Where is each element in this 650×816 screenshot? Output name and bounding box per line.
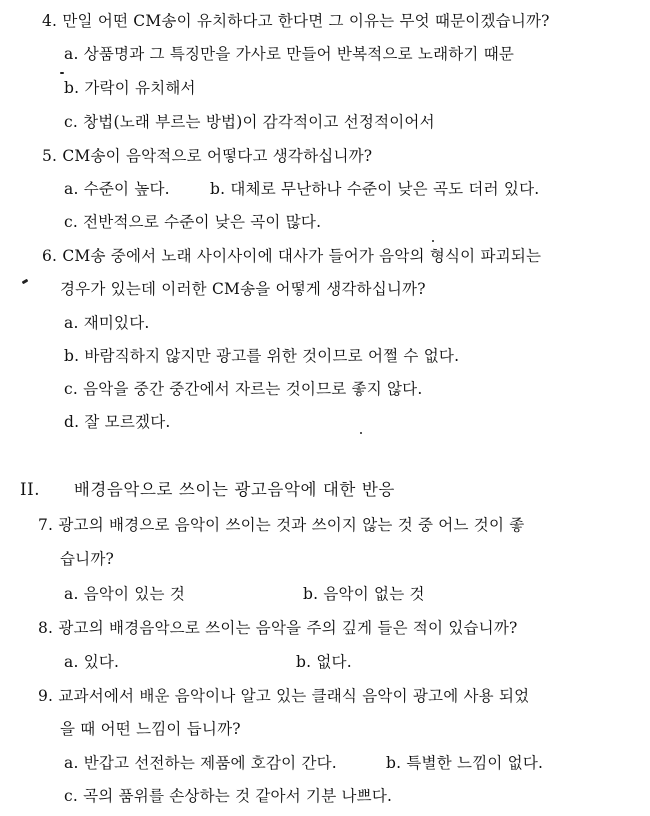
q6-option-c: c. 음악을 중간 중간에서 자르는 것이므로 좋지 않다. [64, 380, 423, 398]
q5-option-b: b. 대체로 무난하나 수준이 낮은 곡도 더러 있다. [210, 180, 540, 198]
question-number: 8. [38, 619, 54, 637]
section-roman: II. [20, 480, 41, 499]
q8-option-b: b. 없다. [296, 653, 352, 671]
question-6-text-line-2: 경우가 있는데 이러한 CM송을 어떻게 생각하십니까? [60, 280, 426, 298]
question-7 [38, 515, 524, 535]
q8-option-a: a. 있다. [64, 653, 120, 671]
question-number: 7. [38, 516, 54, 534]
q7-option-b: b. 음악이 없는 것 [303, 585, 425, 603]
question-text-line-1: 교과서에서 배운 음악이나 알고 있는 클래식 음악이 광고에 사용 되었 [58, 687, 530, 705]
question-number: 4. [42, 12, 58, 30]
question-number: 6. [42, 247, 58, 265]
question-number: 9. [38, 687, 54, 705]
section-title: 배경음악으로 쓰이는 광고음악에 대한 반응 [73, 480, 395, 499]
scan-mark [360, 432, 362, 434]
q4-option-a: a. 상품명과 그 특징만을 가사로 만들어 반복적으로 노래하기 때문 [64, 45, 515, 63]
question-5 [42, 146, 372, 166]
q5-option-c: c. 전반적으로 수준이 낮은 곡이 많다. [64, 213, 322, 231]
scan-mark [22, 279, 29, 285]
question-4 [42, 11, 550, 31]
q7-option-a: a. 음악이 있는 것 [64, 585, 185, 603]
question-9 [38, 686, 529, 706]
q9-option-a: a. 반갑고 선전하는 제품에 호감이 간다. [64, 754, 337, 772]
scan-mark [60, 72, 64, 74]
q9-option-c: c. 곡의 품위를 손상하는 것 같아서 기분 나쁘다. [64, 787, 393, 805]
question-7-text-line-2: 습니까? [60, 550, 115, 568]
q5-option-a: a. 수준이 높다. [64, 180, 170, 198]
q9-option-b: b. 특별한 느낌이 없다. [386, 754, 544, 772]
question-6 [42, 246, 541, 266]
question-9-text-line-2: 을 때 어떤 느낌이 듭니까? [60, 720, 241, 738]
question-text-line-1: CM송 중에서 노래 사이사이에 대사가 들어가 음악의 형식이 파괴되는 [62, 247, 542, 265]
question-number: 5. [42, 147, 58, 165]
q6-option-d: d. 잘 모르겠다. [64, 413, 171, 431]
question-text: CM송이 음악적으로 어떻다고 생각하십니까? [62, 147, 373, 165]
question-text: 광고의 배경음악으로 쓰이는 음악을 주의 깊게 들은 적이 있습니까? [58, 619, 518, 637]
scan-mark [432, 240, 434, 242]
q6-option-a: a. 재미있다. [64, 314, 150, 332]
q4-option-c: c. 창법(노래 부르는 방법)이 감각적이고 선정적이어서 [64, 113, 435, 131]
section-heading [20, 480, 395, 500]
q4-option-b: b. 가락이 유치해서 [64, 79, 196, 97]
question-8 [38, 618, 518, 638]
question-text-line-1: 광고의 배경으로 음악이 쓰이는 것과 쓰이지 않는 것 중 어느 것이 좋 [58, 516, 525, 534]
q6-option-b: b. 바람직하지 않지만 광고를 위한 것이므로 어쩔 수 없다. [64, 347, 460, 365]
question-text: 만일 어떤 CM송이 유치하다고 한다면 그 이유는 무엇 때문이겠습니까? [62, 12, 550, 30]
